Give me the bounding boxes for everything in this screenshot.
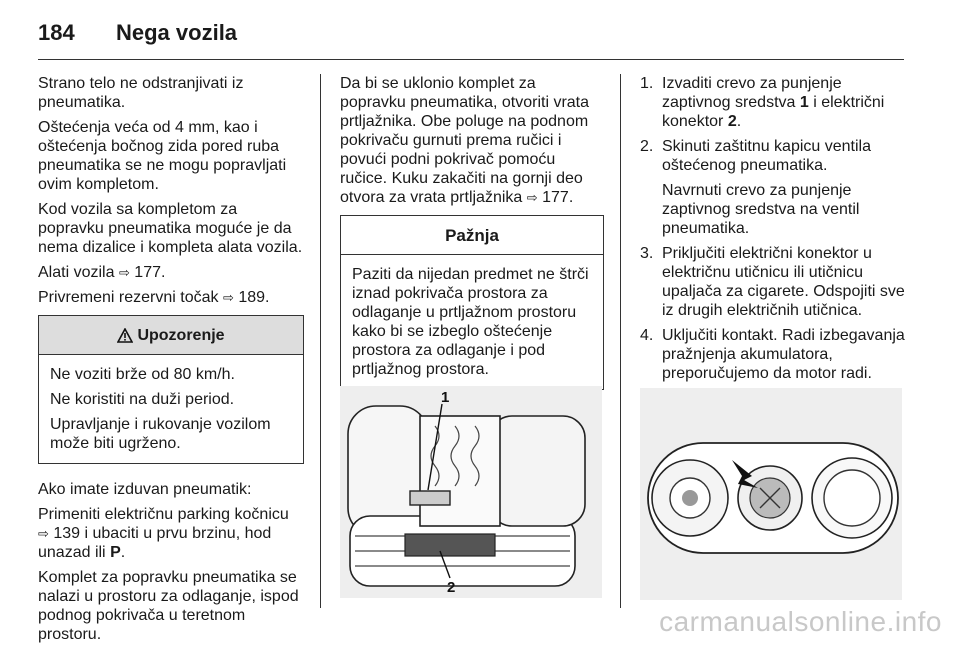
paragraph-text: Privremeni rezervni točak [38,289,219,306]
paragraph-text: Primeniti električnu parking kočnicu [38,506,289,523]
paragraph [340,74,604,207]
step-text-part: i električni konektor [662,94,885,130]
step-text: Priključiti električni konektor u električnu utičnicu ili utičnicu upaljača za cigarete. Odspojiti sve iz drugih električnih utičnica. [662,245,905,319]
page-reference[interactable]: 177. [134,264,166,281]
paragraph [38,288,304,307]
warning-body [39,355,303,463]
column-divider [320,74,321,608]
step-number: 3. [640,245,654,262]
notice-header: Pažnja [341,216,603,255]
repair-kit-figure [340,386,602,598]
warning-triangle-icon [117,328,133,343]
notice-text: Paziti da nijedan predmet ne štrči iznad pokrivača prostora za odlaganje u prtljažnom prostoru kako bi se izbeglo oštećenje prostora za odlaganje i pod prtljažnog prostora. [352,266,589,378]
hose-connector [410,491,450,505]
column-left [38,74,304,650]
gear-letter: P [110,544,121,561]
electrical-connector [405,534,495,556]
paragraph-text: Da bi se uklonio komplet za popravku pneumatika, otvoriti vrata prtljažnika. Obe poluge na podnom pokrivaču gurnuti prema ručici i povući podni pokrivač pomoću ručice. Kuku zakačiti na gornji deo otvora za vrata prtljažnika [340,75,590,206]
paragraph: Kod vozila sa kompletom za popravku pneumatika moguće je da nema dizalice i kompleta alata vozila. [38,201,303,256]
list-item [640,137,906,238]
paragraph: Ako imate izduvan pneumatik: [38,481,252,498]
warning-line: Ne voziti brže od 80 km/h. [50,366,235,383]
column-middle [340,74,604,390]
notice-body [341,255,603,389]
paragraph [38,263,304,282]
punctuation: . [736,113,742,130]
paragraph-text: Alati vozila [38,264,115,281]
warning-line: Ne koristiti na duži period. [50,391,235,408]
reference-arrow-icon: ⇨ [526,190,538,205]
warning-line: Upravljanje i rukovanje vozilom može biti ugrženo. [50,416,271,452]
step-text: Navrnuti crevo za punjenje zaptivnog sredstva na ventil pneumatika. [662,182,860,237]
paragraph: Oštećenja veća od 4 mm, kao i oštećenja bočnog zida pored ruba pneumatika se ne mogu popravljati ovim kompletom. [38,119,287,193]
callout-number: 2 [727,113,737,130]
reference-arrow-icon: ⇨ [118,265,130,280]
reference-arrow-icon: ⇨ [38,526,49,541]
reference-arrow-icon: ⇨ [222,290,234,305]
figure-label: 2 [447,579,456,596]
step-number: 2. [640,138,654,155]
warning-box [38,315,304,464]
column-right [640,74,906,389]
warning-header [39,316,303,355]
figure-label: 1 [441,389,450,406]
list-item [640,244,906,320]
paragraph-text: 139 i ubaciti u prvu brzinu, hod unazad ili [38,525,272,561]
list-item [640,74,906,131]
paragraph: Strano telo ne odstranjivati iz pneumatika. [38,75,244,111]
watermark: carmanualsonline.info [659,606,942,637]
header-divider [38,59,904,60]
steps-list [640,74,906,383]
page-header [38,14,918,54]
chapter-title: Nega vozila [116,20,238,45]
paragraph [38,505,304,562]
page-reference[interactable]: 189. [238,289,270,306]
power-outlet-figure [640,388,902,600]
page-reference[interactable]: 177. [542,189,574,206]
step-number: 1. [640,75,654,92]
column-divider [620,74,621,608]
step-number: 4. [640,327,654,344]
step-text: Skinuti zaštitnu kapicu ventila oštećenog pneumatika. [662,138,871,174]
step-text-part: Izvaditi crevo za punjenje zaptivnog sredstva [662,75,842,111]
notice-box [340,215,604,390]
paragraph: Komplet za popravku pneumatika se nalazi u prostoru za odlaganje, ispod podnog pokrivača u teretnom prostoru. [38,569,299,643]
list-item [640,326,906,383]
page-number: 184 [38,20,75,45]
step-text [662,74,906,131]
punctuation: . [120,544,126,561]
step-text: Uključiti kontakt. Radi izbegavanja pražnjenja akumulatora, preporučujemo da motor radi. [662,327,905,382]
callout-number: 1 [799,94,809,111]
warning-title: Upozorenje [137,326,225,344]
